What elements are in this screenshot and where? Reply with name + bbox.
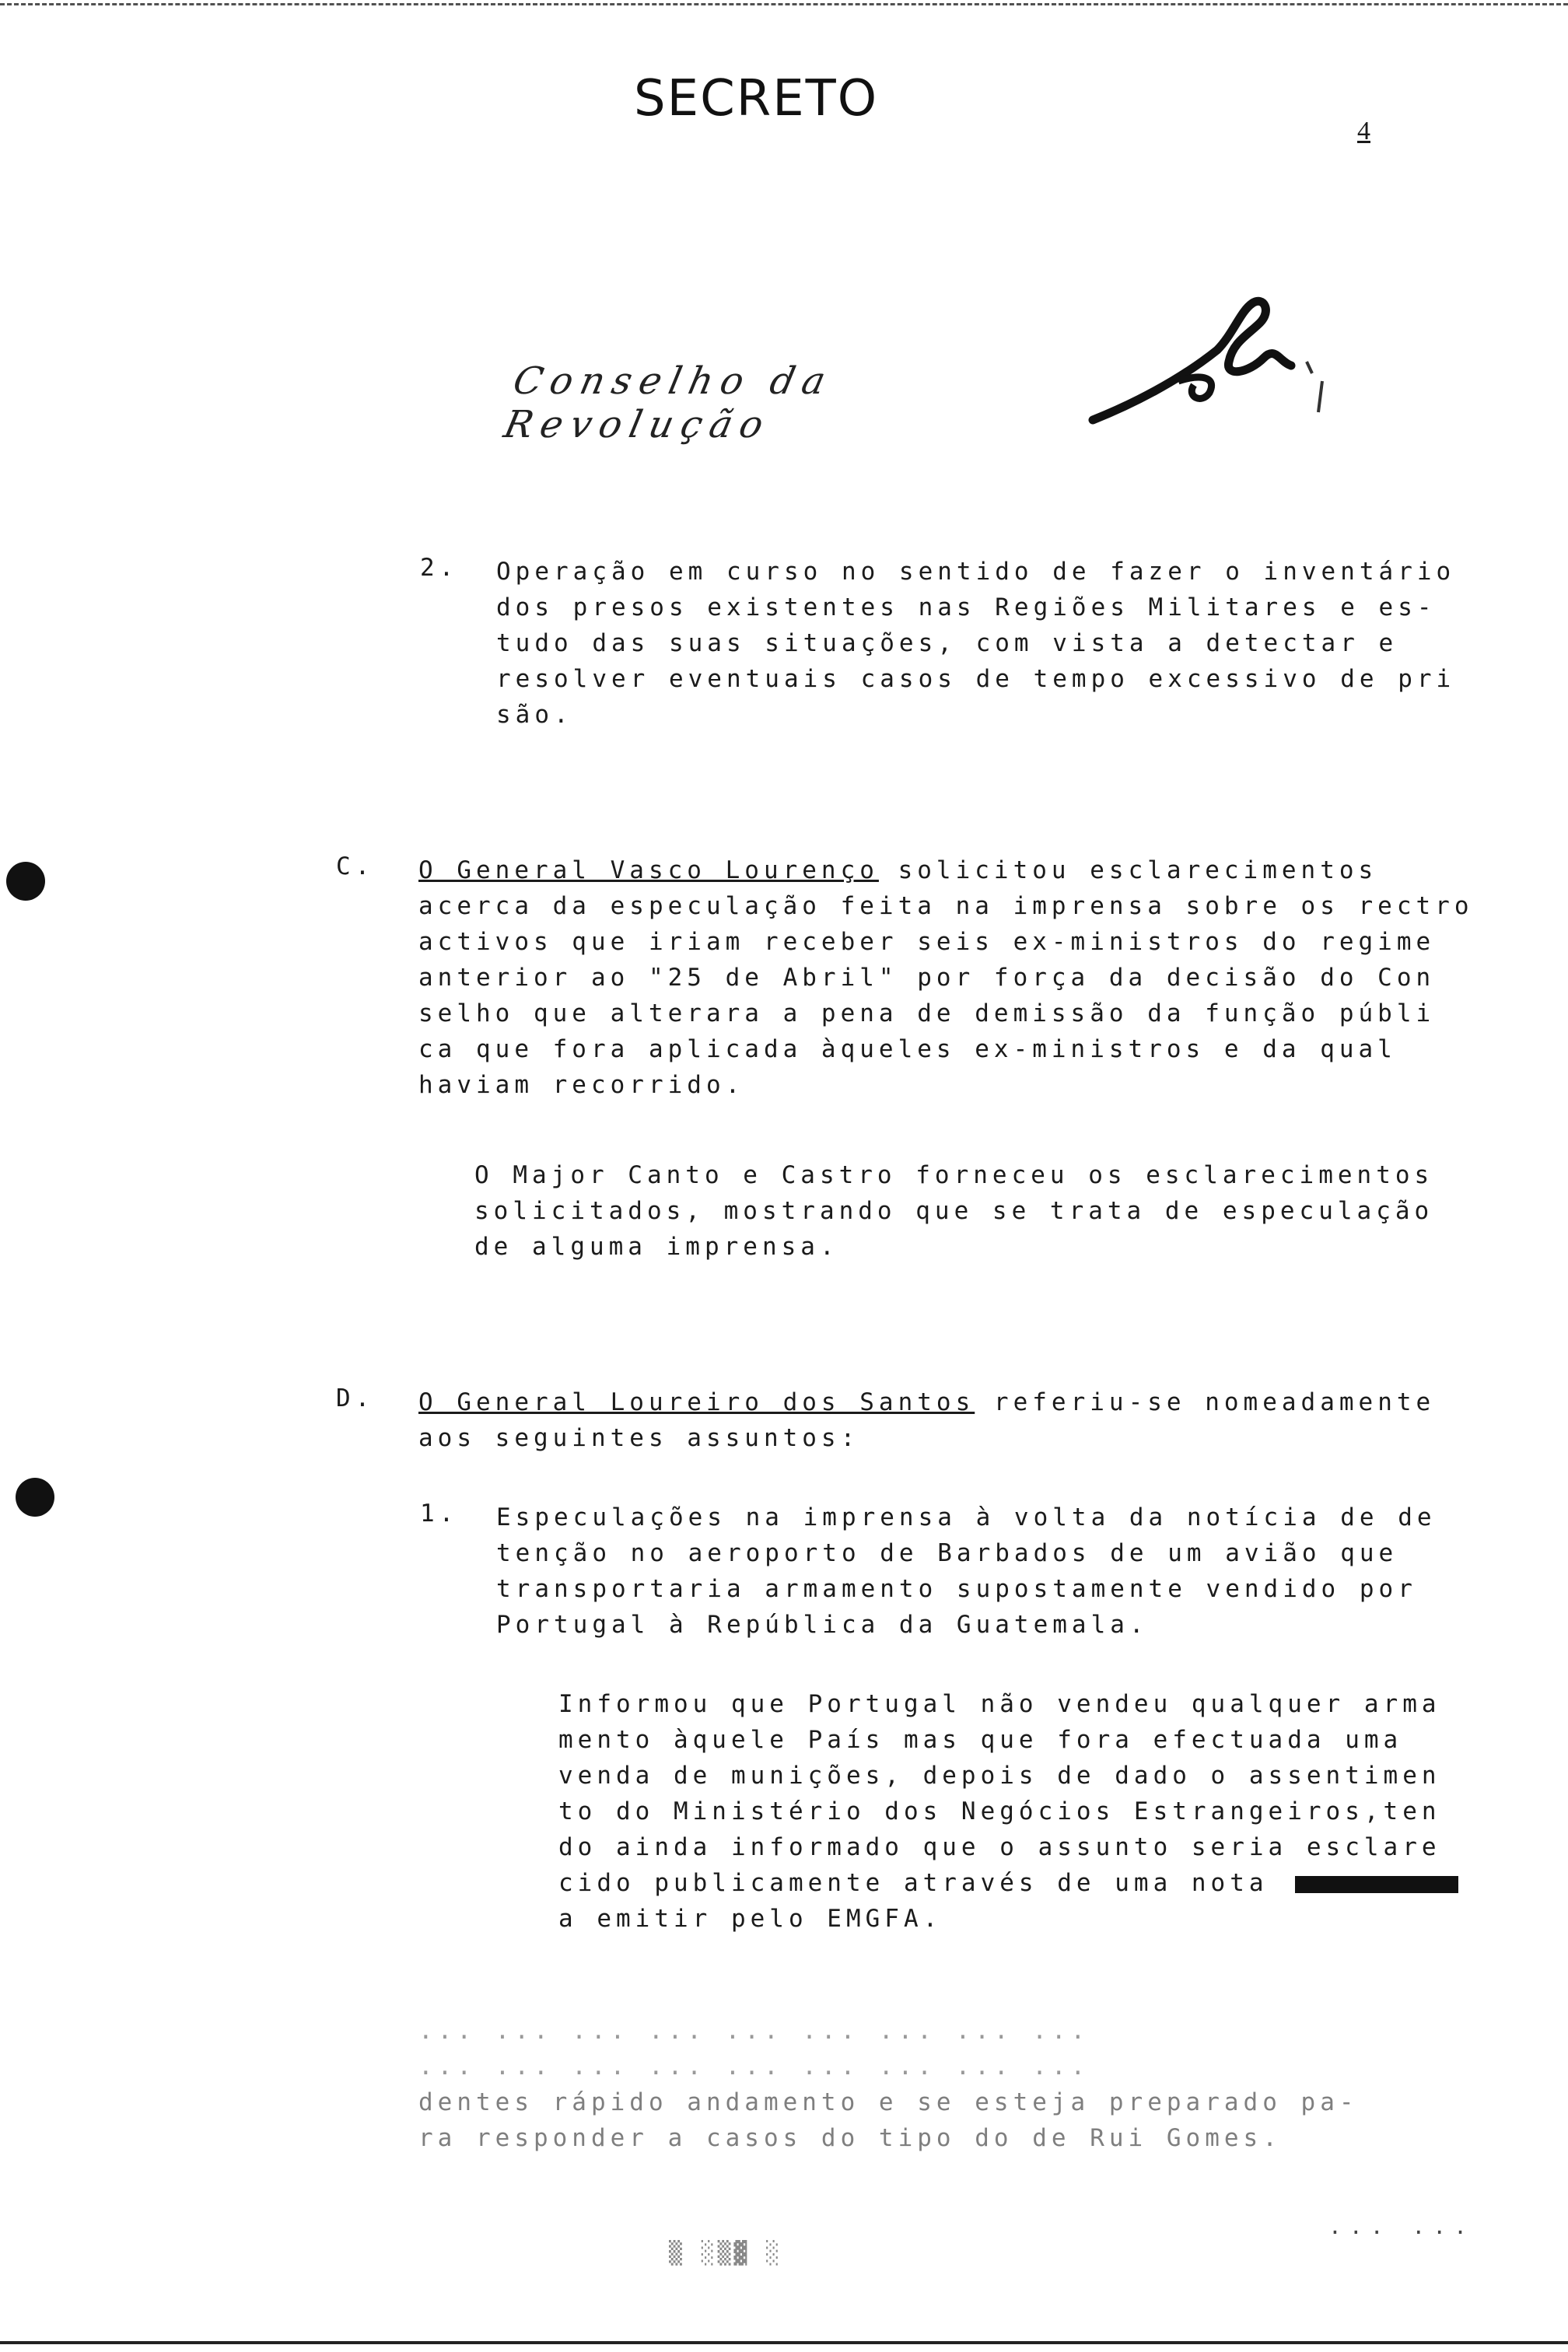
section-d-reply-line: cido publicamente através de uma nota (558, 1869, 1269, 1897)
section-c-line: selho que alterara a pena de demissão da função públi (418, 999, 1436, 1027)
item-2-line: dos presos existentes nas Regiões Militares e es- (496, 593, 1437, 621)
continuation-dots: ... ... (1328, 2214, 1475, 2239)
item-2-paragraph (496, 554, 1455, 733)
section-d-intro (418, 1384, 1435, 1456)
section-c-first-line: solicitou esclarecimentos (898, 856, 1378, 884)
section-c-reply-line: solicitados, mostrando que se trata de especulação (474, 1197, 1434, 1225)
handwritten-signature (1085, 288, 1349, 443)
faded-line: ra responder a casos do tipo do de Rui Gomes. (418, 2124, 1282, 2152)
section-d-reply-line: venda de munições, depois de dado o assentimen (558, 1762, 1441, 1790)
faded-line: dentes rápido andamento e se esteja preparado pa- (418, 2088, 1359, 2116)
section-d-reply-line: to do Ministério dos Negócios Estrangeiros,ten (558, 1797, 1441, 1825)
section-d-second-line: aos seguintes assuntos: (418, 1424, 860, 1452)
section-c-marker: C. (336, 852, 375, 880)
section-d-item-1-reply (558, 1686, 1458, 1937)
section-c-line: anterior ao "25 de Abril" por força da decisão do Con (418, 964, 1436, 992)
section-c-line: haviam recorrido. (418, 1071, 745, 1099)
section-c-reply-line: de alguma imprensa. (474, 1233, 839, 1261)
section-d-reply-line: Informou que Portugal não vendeu qualquer arma (558, 1690, 1441, 1718)
section-d-item-1-line: transportaria armamento supostamente vendido por (496, 1575, 1417, 1603)
faded-paragraph (418, 2013, 1359, 2156)
punch-hole-upper (6, 862, 45, 901)
section-d-first-line: referiu-se nomeadamente (993, 1388, 1436, 1416)
faded-line: ... ... ... ... ... ... ... ... ... (418, 2017, 1090, 2045)
faded-line: ... ... ... ... ... ... ... ... ... (418, 2053, 1090, 2081)
item-2-line: são. (496, 701, 573, 729)
section-d-reply-line: do ainda informado que o assunto seria esclare (558, 1833, 1441, 1861)
section-c-reply (474, 1157, 1433, 1265)
top-scan-edge (0, 3, 1568, 5)
section-d-reply-line: mento àquele País mas que fora efectuada uma (558, 1726, 1403, 1754)
item-2-line: resolver eventuais casos de tempo excessivo de pri (496, 665, 1456, 693)
scan-smudge: ▒ ░▒▓ ░ (669, 2240, 783, 2266)
section-d-item-1-marker: 1. (420, 1500, 459, 1528)
section-c-line: ca que fora aplicada àqueles ex-ministros e da qual (418, 1035, 1397, 1063)
page-number: 4 (1357, 117, 1370, 145)
section-d-item-1-paragraph (496, 1500, 1437, 1643)
section-c-paragraph (418, 852, 1474, 1103)
item-2-line: Operação em curso no sentido de fazer o inventário (496, 558, 1456, 586)
section-c-speaker: O General Vasco Lourenço (418, 856, 879, 884)
section-d-item-1-line: Especulações na imprensa à volta da notícia de de (496, 1503, 1437, 1531)
bottom-scan-edge (0, 2341, 1568, 2344)
punch-hole-lower (16, 1478, 54, 1517)
council-letterhead: Conselho da Revolução (500, 359, 838, 446)
section-d-reply-line: a emitir pelo EMGFA. (558, 1905, 943, 1933)
section-c-line: activos que iriam receber seis ex-ministros do regime (418, 928, 1436, 956)
section-d-item-1-line: Portugal à República da Guatemala. (496, 1611, 1149, 1639)
section-d-speaker: O General Loureiro dos Santos (418, 1388, 975, 1416)
item-2-line: tudo das suas situações, com vista a detectar e (496, 629, 1398, 657)
classification-stamp: SECRETO (634, 70, 879, 128)
section-d-marker: D. (336, 1384, 375, 1412)
section-c-reply-line: O Major Canto e Castro forneceu os esclarecimentos (474, 1161, 1434, 1189)
item-2-marker: 2. (420, 554, 459, 582)
redacted-word (1295, 1876, 1458, 1893)
section-c-line: acerca da especulação feita na imprensa sobre os rectro (418, 892, 1474, 920)
section-d-item-1-line: tenção no aeroporto de Barbados de um avião que (496, 1539, 1398, 1567)
